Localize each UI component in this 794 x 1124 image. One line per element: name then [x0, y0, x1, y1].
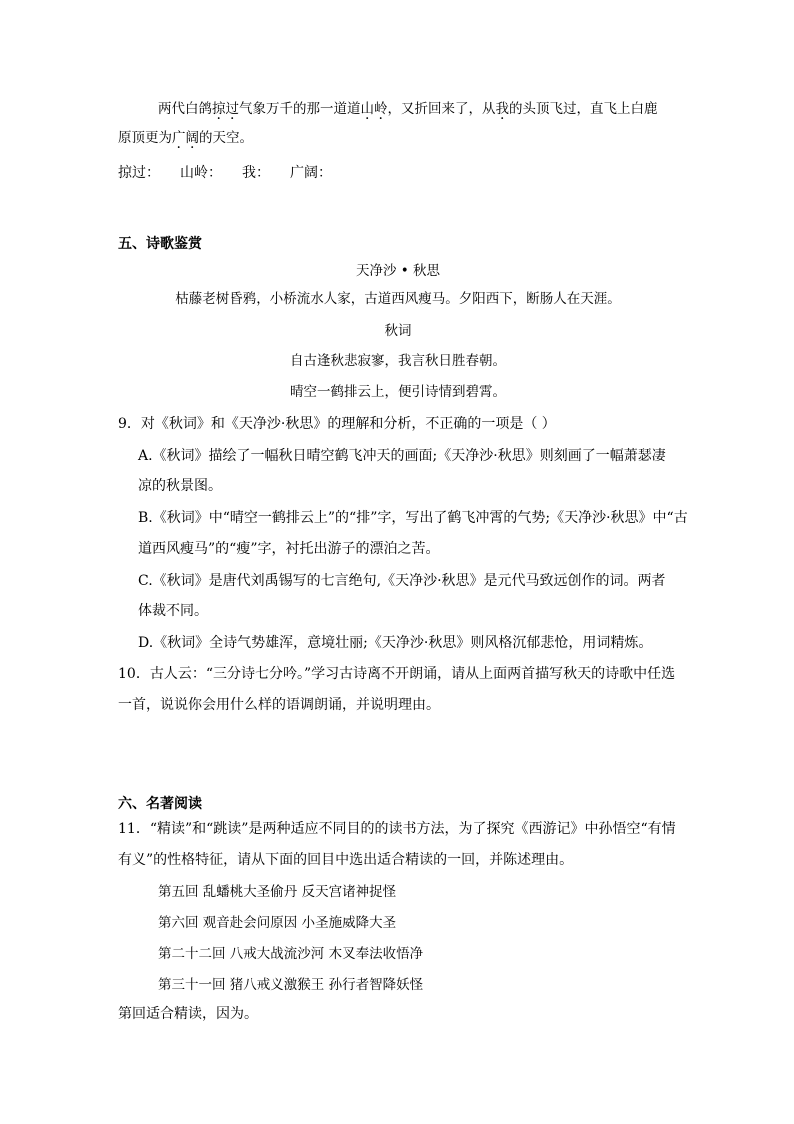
- option-c-line-2: 体裁不同。: [138, 603, 208, 619]
- passage-text: 的头顶飞过，直飞上白鹿: [509, 101, 658, 117]
- section-heading-poetry: 五、诗歌鉴赏: [118, 236, 202, 252]
- emphasis-char: 掠: [212, 101, 226, 117]
- passage-text: 的天空。: [199, 130, 253, 146]
- section-heading-classics: 六、名著阅读: [118, 796, 202, 812]
- emphasis-char: 我: [495, 101, 509, 117]
- blank-line: [118, 162, 678, 184]
- question-11-line-2: 有义”的性格特征，请从下面的回目中选出适合精读的一回，并陈述理由。: [118, 852, 574, 868]
- emphasis-char: 过: [225, 101, 239, 117]
- emphasis-char: 广: [172, 130, 186, 146]
- chapter-item: 第五回 乱蟠桃大圣偷丹 反天宫诸神捉怪: [158, 884, 397, 900]
- chapter-item: 第二十二回 八戒大战流沙河 木叉奉法收悟净: [158, 946, 424, 962]
- passage-text: 气象万千的那一道道: [239, 101, 361, 117]
- option-c-line-1: C.《秋词》是唐代刘禹锡写的七言绝句,《天净沙·秋思》是元代马致远创作的词。两者: [138, 573, 666, 589]
- question-11-line-1: 11．“精读”和“跳读”是两种适应不同目的的读书方法，为了探究《西游记》中孙悟空“有情: [118, 821, 676, 837]
- passage-text: 两代白鸽: [158, 101, 212, 117]
- answer-line: 第回适合精读，因为。: [118, 1006, 258, 1022]
- passage-line-2: [118, 127, 678, 149]
- option-b-line-2: 道西风瘦马”的“瘦”字，衬托出游子的漂泊之苦。: [138, 541, 440, 557]
- emphasis-char: 岭: [374, 101, 388, 117]
- question-10-line-1: 10．古人云：“三分诗七分吟。”学习古诗离不开朗诵，请从上面两首描写秋天的诗歌中任选: [118, 666, 676, 682]
- passage-text: 原顶更为: [118, 130, 172, 146]
- option-b-line-1: B.《秋词》中“晴空一鹤排云上”的“排”字，写出了鹤飞冲霄的气势;《天净沙·秋思》中“古: [138, 510, 688, 526]
- chapter-item: 第三十一回 猪八戒义激猴王 孙行者智降妖怪: [158, 977, 424, 993]
- poem1-line: 枯藤老树昏鸦，小桥流水人家，古道西风瘦马。夕阳西下，断肠人在天涯。: [175, 291, 621, 307]
- poem1-title: 天净沙 • 秋思: [355, 263, 441, 279]
- poem2-title: 秋词: [384, 323, 412, 339]
- option-a-line-1: A.《秋词》描绘了一幅秋日晴空鹤飞冲天的画面;《天净沙·秋思》则刻画了一幅萧瑟凄: [138, 448, 666, 464]
- option-a-line-2: 凉的秋景图。: [138, 478, 222, 494]
- chapter-item: 第六回 观音赴会问原因 小圣施威降大圣: [158, 915, 397, 931]
- blank-label: 我：: [242, 165, 270, 181]
- poem2-line-1: 自古逢秋悲寂寥，我言秋日胜春朝。: [290, 353, 506, 369]
- question-10-line-2: 一首，说说你会用什么样的语调朗诵，并说明理由。: [118, 697, 440, 713]
- blank-label: 广阔：: [290, 165, 332, 181]
- passage-line-1: [118, 98, 678, 120]
- passage-text: ，又折回来了，从: [387, 101, 496, 117]
- blank-label: 山岭：: [180, 165, 222, 181]
- question-9: 9．对《秋词》和《天净沙·秋思》的理解和分析，不正确的一项是（ ）: [118, 416, 556, 432]
- emphasis-char: 阔: [185, 130, 199, 146]
- option-d: D.《秋词》全诗气势雄浑，意境壮丽;《天净沙·秋思》则风格沉郁悲怆，用词精炼。: [138, 635, 653, 651]
- blank-label: 掠过：: [118, 165, 160, 181]
- poem2-line-2: 晴空一鹤排云上，便引诗情到碧霄。: [290, 384, 506, 400]
- emphasis-char: 山: [360, 101, 374, 117]
